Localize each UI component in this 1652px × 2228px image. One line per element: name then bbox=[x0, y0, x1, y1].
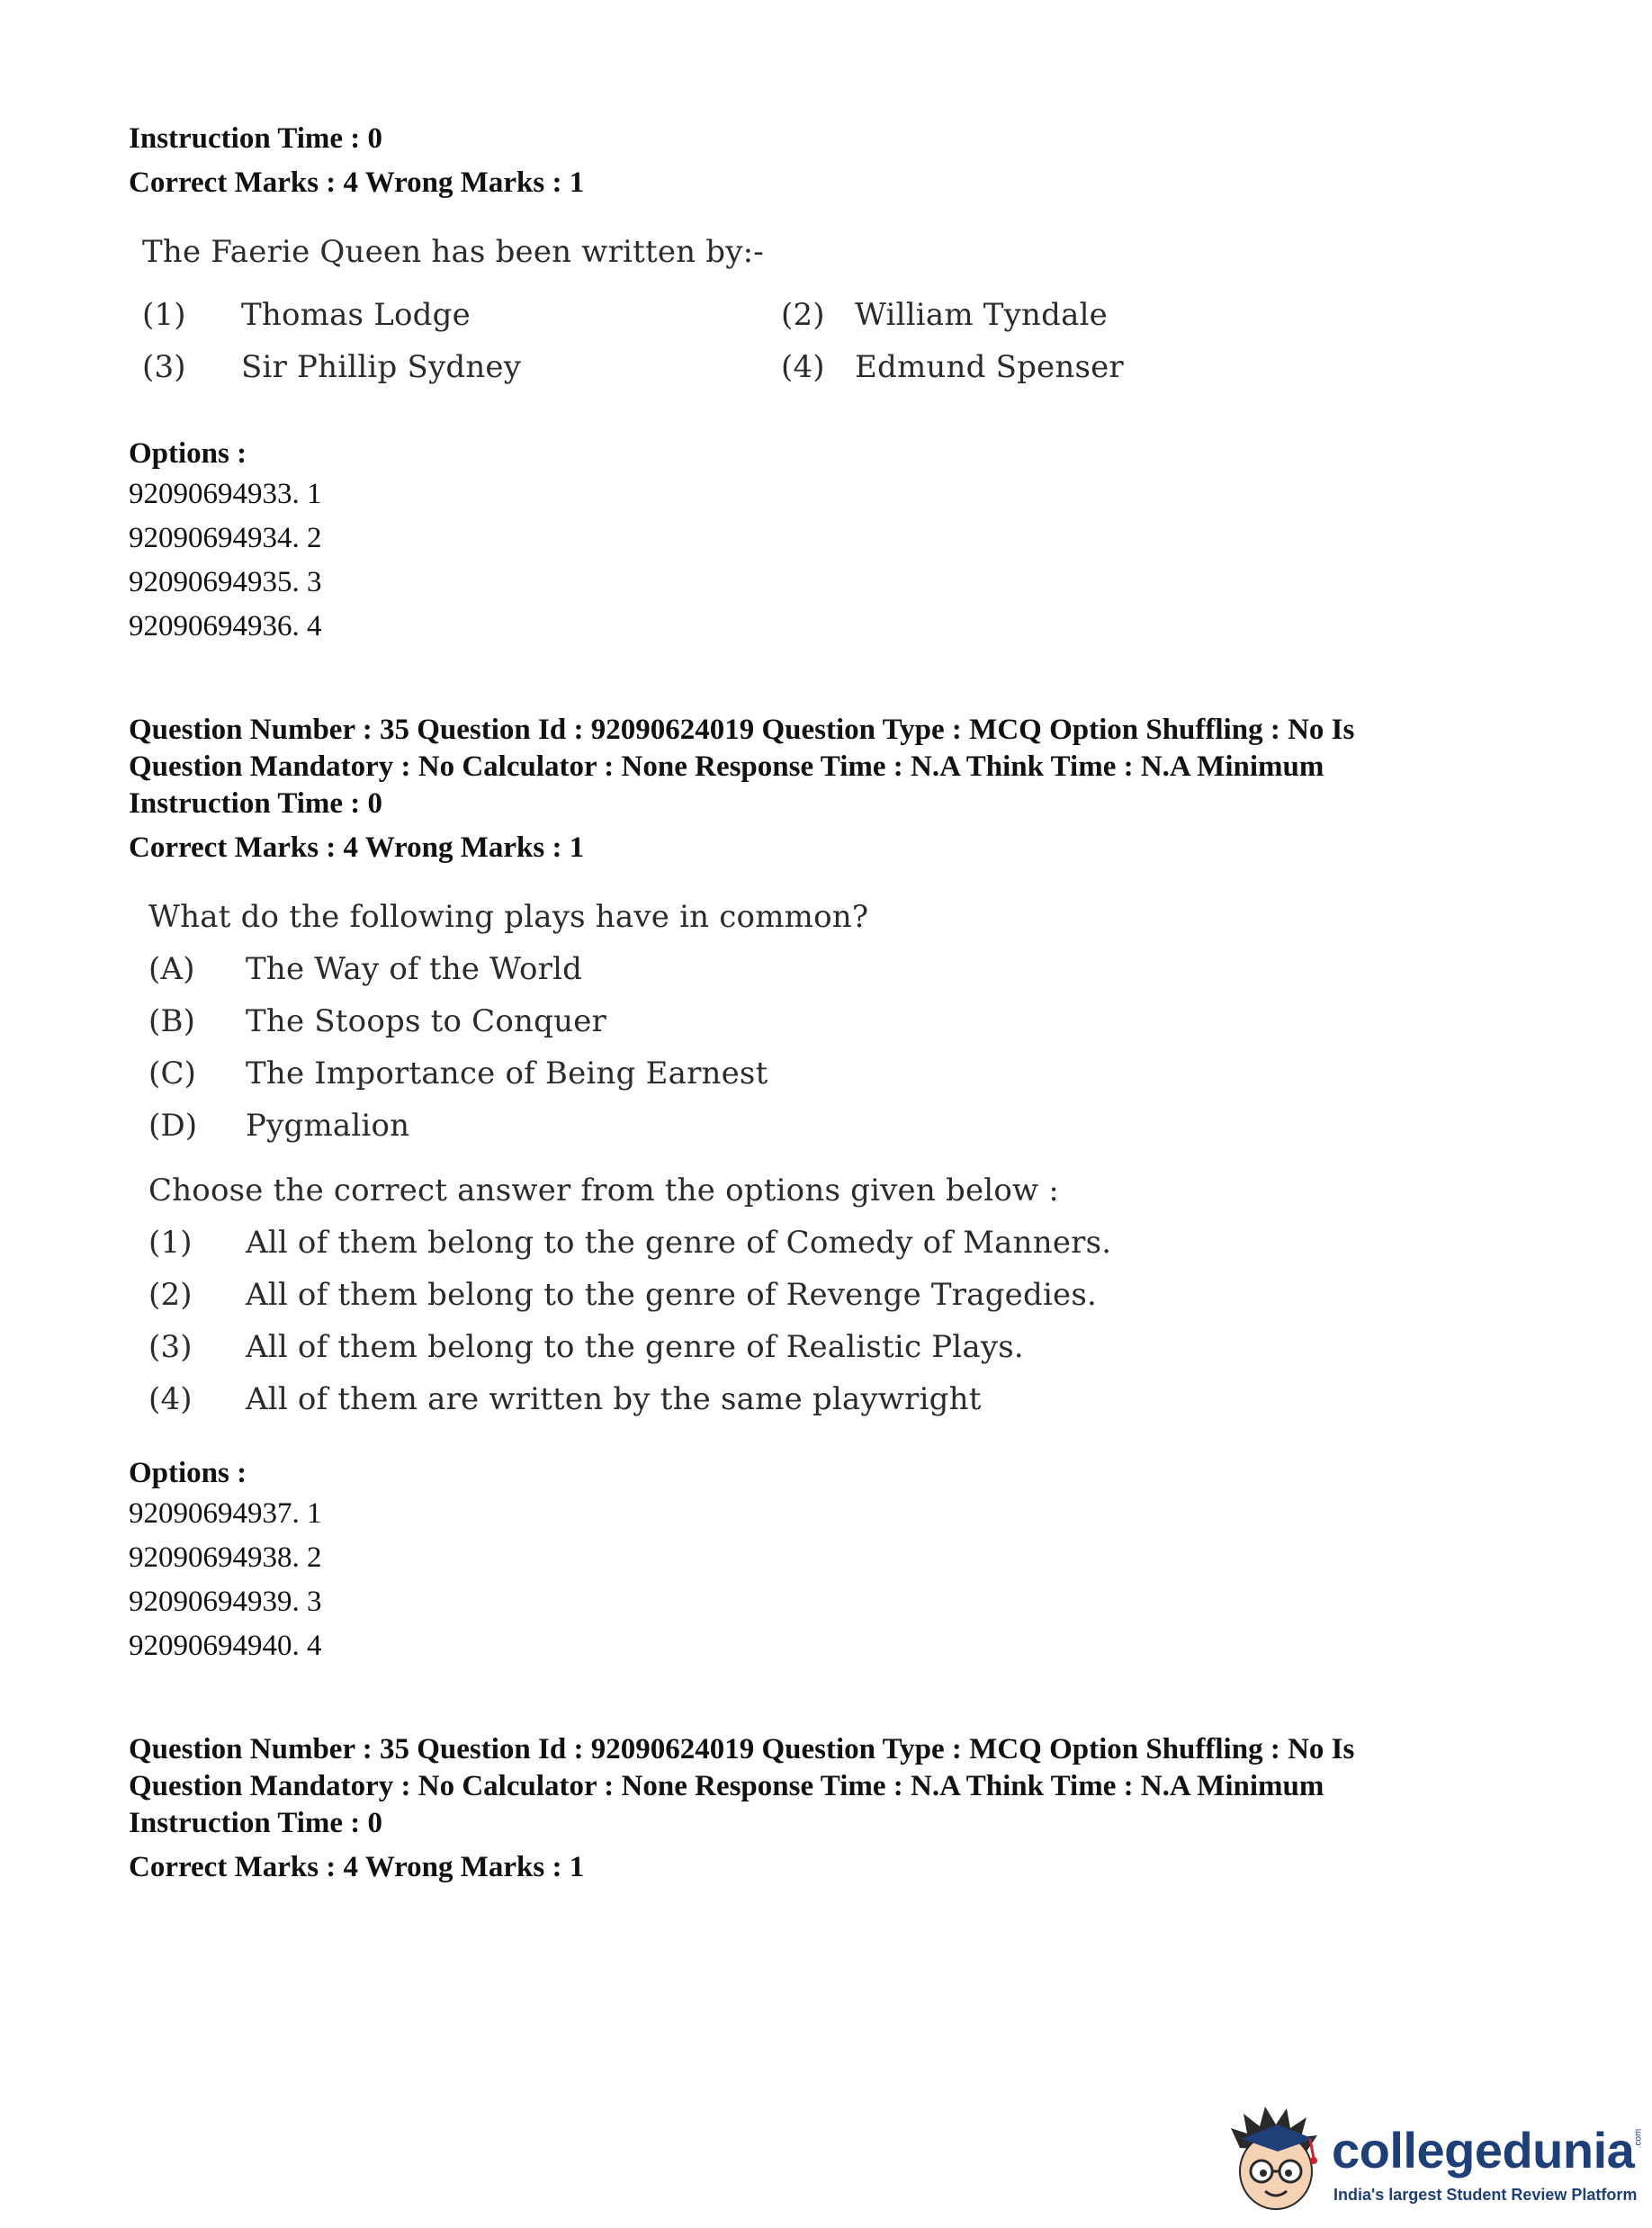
item-label: (D) bbox=[148, 1108, 198, 1144]
choice-number: (4) bbox=[148, 1381, 193, 1417]
choice-list-2 bbox=[148, 1223, 1532, 1419]
choice-number: (2) bbox=[148, 1277, 193, 1313]
marks-2: Correct Marks : 4 Wrong Marks : 1 bbox=[129, 831, 585, 864]
question-text-1: The Faerie Queen has been written by:- bbox=[142, 234, 764, 270]
choice-number: (1) bbox=[148, 1225, 193, 1261]
choice-number: (1) bbox=[142, 297, 186, 333]
logo-suffix: .com bbox=[1633, 2128, 1644, 2149]
option-id: 92090694938. 2 bbox=[129, 1541, 322, 1574]
question-image-1 bbox=[142, 232, 1532, 387]
choice-number: (4) bbox=[781, 349, 825, 385]
choice-number: (3) bbox=[142, 349, 186, 385]
marks-1: Correct Marks : 4 Wrong Marks : 1 bbox=[129, 166, 585, 199]
option-id: 92090694939. 3 bbox=[129, 1586, 322, 1618]
choice-text: Sir Phillip Sydney bbox=[241, 349, 522, 385]
item-text: Pygmalion bbox=[246, 1108, 410, 1144]
choice-number: (2) bbox=[781, 297, 825, 333]
options-label-2: Options : bbox=[129, 1457, 247, 1489]
option-id: 92090694940. 4 bbox=[129, 1630, 322, 1662]
item-label: (B) bbox=[148, 1003, 196, 1039]
choice-text: Thomas Lodge bbox=[241, 297, 471, 333]
header-line: Question Mandatory : No Calculator : None Response Time : N.A Think Time : N.A Minimum bbox=[129, 1770, 1324, 1802]
option-id: 92090694937. 1 bbox=[129, 1497, 322, 1530]
play-list bbox=[148, 949, 1532, 1145]
item-label: (A) bbox=[148, 951, 195, 987]
question-text-2: What do the following plays have in common? bbox=[148, 899, 869, 935]
options-label-1: Options : bbox=[129, 437, 247, 470]
option-id: 92090694934. 2 bbox=[129, 522, 322, 554]
question-header-2 bbox=[129, 712, 1532, 822]
collegedunia-logo[interactable] bbox=[1224, 2101, 1647, 2218]
choice-text: All of them belong to the genre of Realistic Plays. bbox=[246, 1329, 1024, 1365]
choice-text: All of them belong to the genre of Comedy of Manners. bbox=[246, 1225, 1112, 1261]
document-page bbox=[129, 121, 1532, 1886]
header-line: Question Number : 35 Question Id : 92090624019 Question Type : MCQ Option Shuffling : No Is bbox=[129, 714, 1355, 746]
option-id: 92090694935. 3 bbox=[129, 566, 322, 598]
choice-text: Edmund Spenser bbox=[855, 349, 1124, 385]
header-line: Question Mandatory : No Calculator : None Response Time : N.A Think Time : N.A Minimum bbox=[129, 750, 1324, 783]
item-text: The Way of the World bbox=[246, 951, 583, 987]
mascot-icon bbox=[1224, 2101, 1332, 2218]
item-label: (C) bbox=[148, 1056, 197, 1092]
choice-grid-1 bbox=[142, 295, 1532, 387]
choice-text: William Tyndale bbox=[855, 297, 1108, 333]
question-image-2 bbox=[148, 897, 1532, 1419]
logo-tagline: India's largest Student Review Platform bbox=[1333, 2186, 1638, 2204]
header-line: Instruction Time : 0 bbox=[129, 787, 383, 820]
marks-3: Correct Marks : 4 Wrong Marks : 1 bbox=[129, 1851, 585, 1883]
choice-text: All of them are written by the same playwright bbox=[246, 1381, 982, 1417]
instruction-time-1: Instruction Time : 0 bbox=[129, 122, 383, 155]
header-line: Question Number : 35 Question Id : 92090624019 Question Type : MCQ Option Shuffling : No Is bbox=[129, 1733, 1355, 1765]
option-id: 92090694936. 4 bbox=[129, 610, 322, 642]
choice-number: (3) bbox=[148, 1329, 193, 1365]
option-id: 92090694933. 1 bbox=[129, 478, 322, 510]
choice-text: All of them belong to the genre of Revenge Tragedies. bbox=[246, 1277, 1097, 1313]
question-header-3 bbox=[129, 1731, 1532, 1842]
header-line: Instruction Time : 0 bbox=[129, 1807, 383, 1839]
item-text: The Stoops to Conquer bbox=[246, 1003, 606, 1039]
logo-wordmark: collegedunia bbox=[1332, 2122, 1635, 2179]
question-instruction-2: Choose the correct answer from the options given below : bbox=[148, 1172, 1059, 1208]
item-text: The Importance of Being Earnest bbox=[246, 1056, 768, 1092]
